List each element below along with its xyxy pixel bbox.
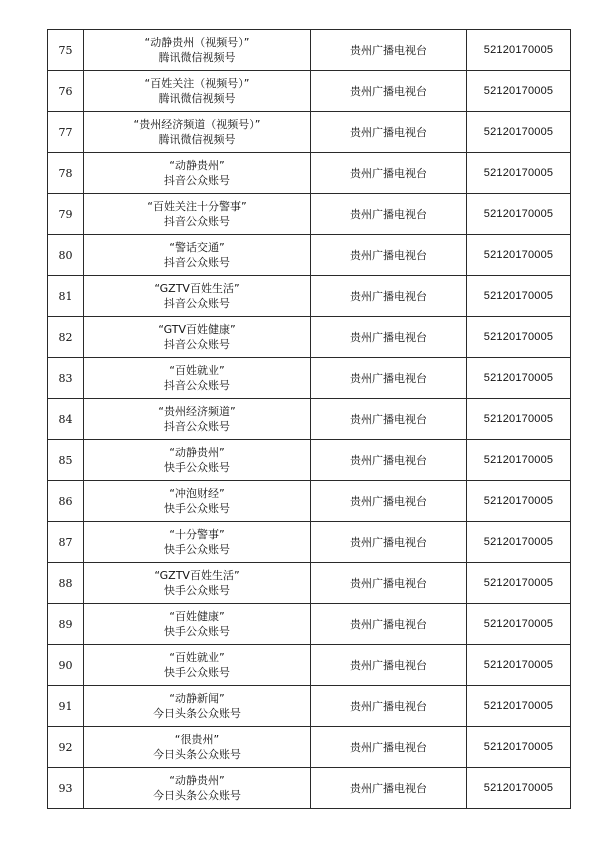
license-code: 52120170005 [467, 563, 571, 604]
account-name-cell [84, 768, 311, 809]
registry-table [47, 29, 571, 809]
account-platform: 快手公众账号 [164, 625, 230, 638]
operator-unit: 贵州广播电视台 [311, 645, 467, 686]
account-name: “百姓健康” [169, 610, 225, 623]
table-row [48, 440, 571, 481]
operator-unit: 贵州广播电视台 [311, 194, 467, 235]
license-code: 52120170005 [467, 358, 571, 399]
row-number: 79 [48, 194, 84, 235]
license-code: 52120170005 [467, 276, 571, 317]
row-number: 84 [48, 399, 84, 440]
account-platform: 今日头条公众账号 [153, 707, 241, 720]
table-row [48, 317, 571, 358]
account-name: “贵州经济频道（视频号）” [133, 118, 261, 131]
account-name-cell [84, 481, 311, 522]
row-number: 76 [48, 71, 84, 112]
account-name-cell [84, 153, 311, 194]
account-name: “警话交通” [169, 241, 225, 254]
account-name: “贵州经济频道” [158, 405, 236, 418]
license-code: 52120170005 [467, 30, 571, 71]
operator-unit: 贵州广播电视台 [311, 727, 467, 768]
row-number: 81 [48, 276, 84, 317]
account-platform: 今日头条公众账号 [153, 789, 241, 802]
license-code: 52120170005 [467, 235, 571, 276]
operator-unit: 贵州广播电视台 [311, 440, 467, 481]
license-code: 52120170005 [467, 317, 571, 358]
account-name: “GZTV百姓生活” [154, 569, 240, 582]
operator-unit: 贵州广播电视台 [311, 358, 467, 399]
operator-unit: 贵州广播电视台 [311, 235, 467, 276]
account-platform: 抖音公众账号 [164, 215, 230, 228]
license-code: 52120170005 [467, 112, 571, 153]
account-name-cell [84, 604, 311, 645]
license-code: 52120170005 [467, 686, 571, 727]
account-platform: 抖音公众账号 [164, 174, 230, 187]
table-row [48, 563, 571, 604]
account-name-cell [84, 440, 311, 481]
account-name-cell [84, 317, 311, 358]
account-platform: 腾讯微信视频号 [158, 133, 236, 146]
account-name: “百姓就业” [169, 364, 225, 377]
operator-unit: 贵州广播电视台 [311, 112, 467, 153]
account-platform: 快手公众账号 [164, 502, 230, 515]
row-number: 80 [48, 235, 84, 276]
license-code: 52120170005 [467, 645, 571, 686]
table-row [48, 768, 571, 809]
license-code: 52120170005 [467, 399, 571, 440]
account-platform: 快手公众账号 [164, 543, 230, 556]
operator-unit: 贵州广播电视台 [311, 563, 467, 604]
account-name-cell [84, 235, 311, 276]
row-number: 87 [48, 522, 84, 563]
row-number: 88 [48, 563, 84, 604]
license-code: 52120170005 [467, 481, 571, 522]
table-row [48, 30, 571, 71]
row-number: 83 [48, 358, 84, 399]
table-row [48, 71, 571, 112]
row-number: 92 [48, 727, 84, 768]
table-row [48, 645, 571, 686]
account-name-cell [84, 276, 311, 317]
operator-unit: 贵州广播电视台 [311, 481, 467, 522]
license-code: 52120170005 [467, 604, 571, 645]
license-code: 52120170005 [467, 194, 571, 235]
row-number: 78 [48, 153, 84, 194]
account-name-cell [84, 522, 311, 563]
operator-unit: 贵州广播电视台 [311, 30, 467, 71]
row-number: 89 [48, 604, 84, 645]
table-row [48, 727, 571, 768]
operator-unit: 贵州广播电视台 [311, 768, 467, 809]
account-name-cell [84, 563, 311, 604]
row-number: 93 [48, 768, 84, 809]
table-row [48, 358, 571, 399]
account-platform: 快手公众账号 [164, 461, 230, 474]
table-row [48, 194, 571, 235]
table-row [48, 276, 571, 317]
account-name: “十分警事” [169, 528, 225, 541]
row-number: 85 [48, 440, 84, 481]
row-number: 91 [48, 686, 84, 727]
operator-unit: 贵州广播电视台 [311, 686, 467, 727]
operator-unit: 贵州广播电视台 [311, 399, 467, 440]
account-name-cell [84, 727, 311, 768]
account-name-cell [84, 686, 311, 727]
account-name-cell [84, 112, 311, 153]
table-row [48, 481, 571, 522]
operator-unit: 贵州广播电视台 [311, 276, 467, 317]
operator-unit: 贵州广播电视台 [311, 317, 467, 358]
operator-unit: 贵州广播电视台 [311, 71, 467, 112]
account-name: “GZTV百姓生活” [154, 282, 240, 295]
account-name: “GTV百姓健康” [158, 323, 236, 336]
account-platform: 今日头条公众账号 [153, 748, 241, 761]
account-platform: 抖音公众账号 [164, 420, 230, 433]
account-name: “动静新闻” [169, 692, 225, 705]
license-code: 52120170005 [467, 153, 571, 194]
account-name: “动静贵州” [169, 774, 225, 787]
account-name: “百姓关注（视频号）” [144, 77, 250, 90]
account-platform: 快手公众账号 [164, 584, 230, 597]
operator-unit: 贵州广播电视台 [311, 604, 467, 645]
license-code: 52120170005 [467, 440, 571, 481]
table-row [48, 153, 571, 194]
account-name-cell [84, 399, 311, 440]
table-row [48, 235, 571, 276]
table-row [48, 604, 571, 645]
account-name: “动静贵州（视频号）” [144, 36, 250, 49]
account-platform: 抖音公众账号 [164, 297, 230, 310]
operator-unit: 贵州广播电视台 [311, 153, 467, 194]
license-code: 52120170005 [467, 522, 571, 563]
registry-table-body [48, 30, 571, 809]
table-row [48, 112, 571, 153]
row-number: 77 [48, 112, 84, 153]
license-code: 52120170005 [467, 768, 571, 809]
table-row [48, 399, 571, 440]
account-platform: 腾讯微信视频号 [158, 51, 236, 64]
account-name: “百姓关注十分警事” [147, 200, 247, 213]
account-name-cell [84, 645, 311, 686]
account-name: “百姓就业” [169, 651, 225, 664]
account-name-cell [84, 194, 311, 235]
row-number: 75 [48, 30, 84, 71]
account-platform: 抖音公众账号 [164, 379, 230, 392]
table-row [48, 522, 571, 563]
operator-unit: 贵州广播电视台 [311, 522, 467, 563]
license-code: 52120170005 [467, 727, 571, 768]
account-platform: 抖音公众账号 [164, 256, 230, 269]
license-code: 52120170005 [467, 71, 571, 112]
account-platform: 快手公众账号 [164, 666, 230, 679]
account-name: “动静贵州” [169, 159, 225, 172]
row-number: 82 [48, 317, 84, 358]
account-name: “很贵州” [174, 733, 220, 746]
account-platform: 抖音公众账号 [164, 338, 230, 351]
account-name: “冲泡财经” [169, 487, 225, 500]
account-name-cell [84, 358, 311, 399]
row-number: 86 [48, 481, 84, 522]
account-name: “动静贵州” [169, 446, 225, 459]
account-name-cell [84, 71, 311, 112]
account-platform: 腾讯微信视频号 [158, 92, 236, 105]
account-name-cell [84, 30, 311, 71]
table-row [48, 686, 571, 727]
row-number: 90 [48, 645, 84, 686]
